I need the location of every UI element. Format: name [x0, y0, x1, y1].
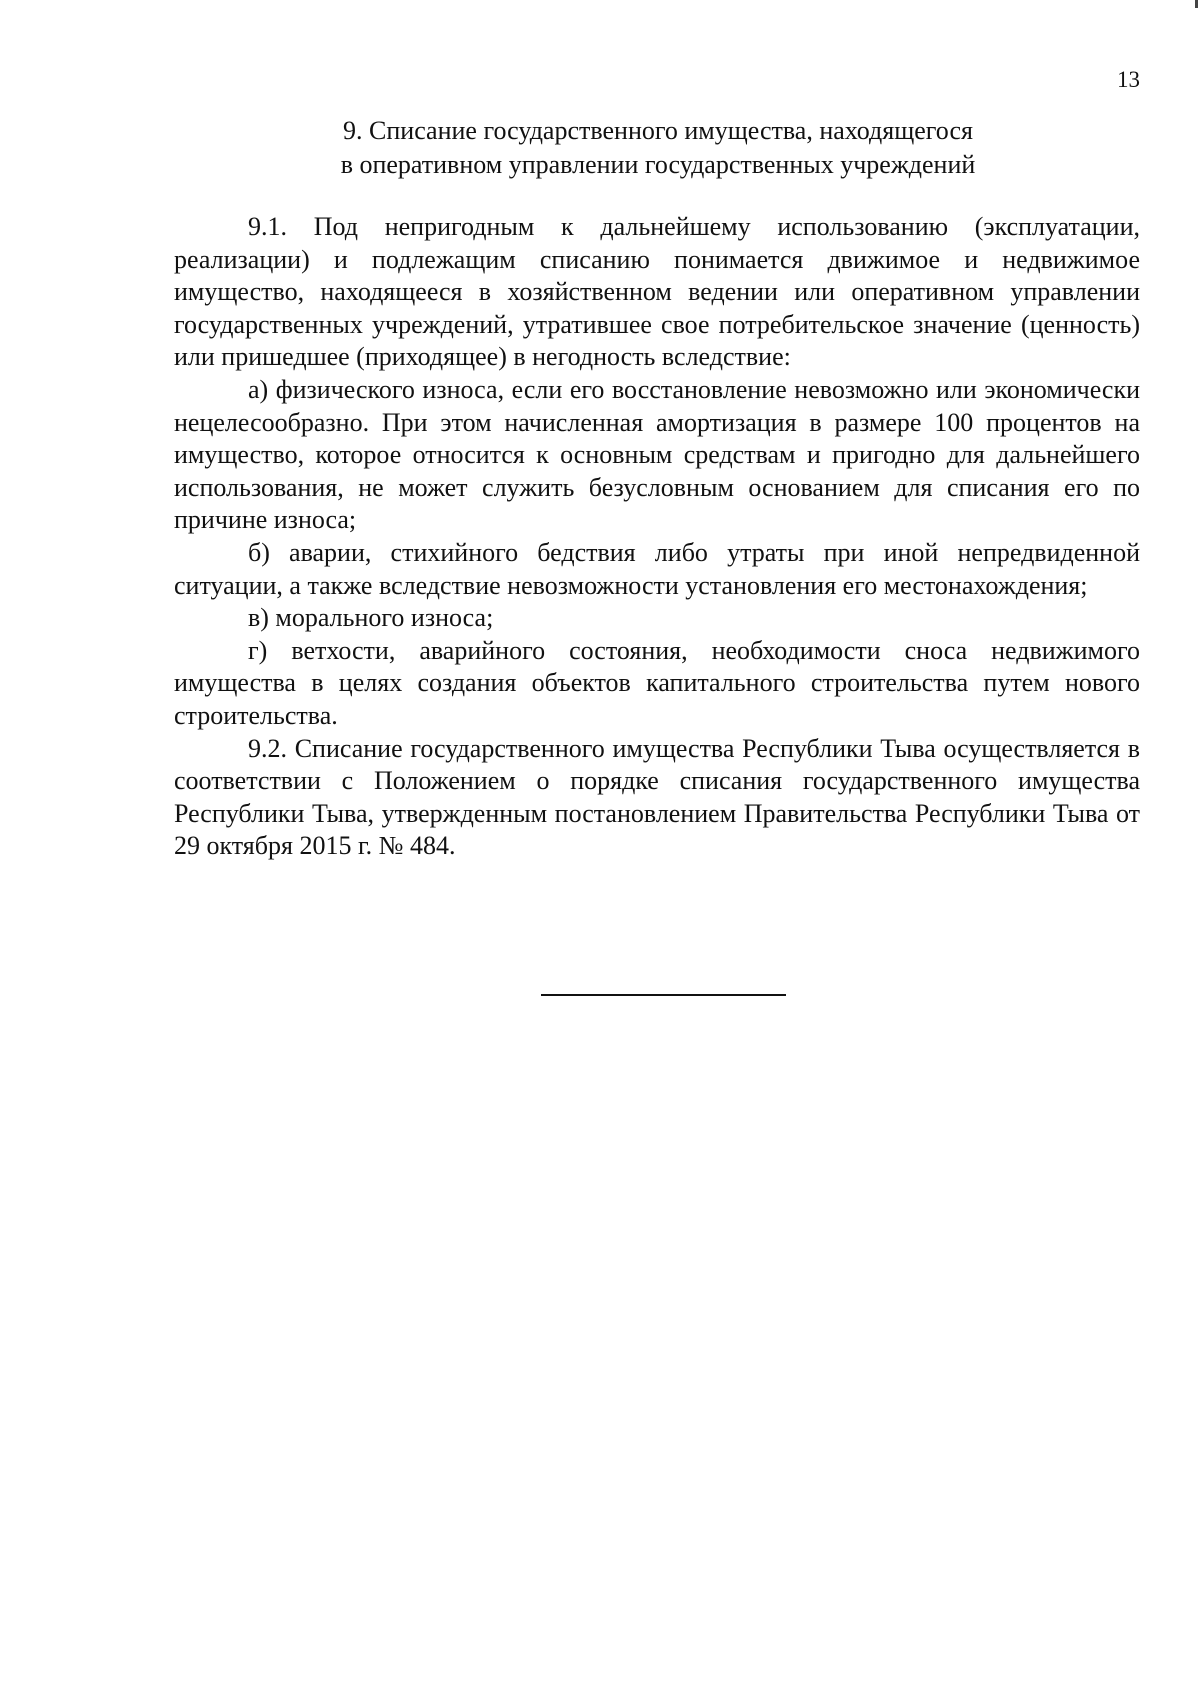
- paragraph-item-b: б) аварии, стихийного бедствия либо утраты при иной непредвиденной ситуации, а также вследствие невозможности установления его местонахождения;: [174, 537, 1140, 600]
- paragraph-item-a: а) физического износа, если его восстановление невозможно или экономически нецелесообразно. При этом начисленная амортизация в размере 100 процентов на имущество, которое относится к основным средствам и пригодно для дальнейшего использования, не может служить безусловным основанием для списания его по причине износа;: [174, 374, 1140, 535]
- section-title: [176, 114, 1140, 182]
- document-body: [174, 211, 1140, 863]
- page-number: 13: [1117, 67, 1140, 92]
- section-title-line-1: 9. Списание государственного имущества, находящегося: [343, 116, 973, 145]
- paragraph-item-g: г) ветхости, аварийного состояния, необходимости сноса недвижимого имущества в целях создания объектов капитального строительства путем нового строительства.: [174, 635, 1140, 730]
- end-of-text-rule: [541, 994, 786, 996]
- paragraph-9-1: 9.1. Под непригодным к дальнейшему использованию (эксплуатации, реализации) и подлежащим списанию понимается движимое и недвижимое имущество, находящееся в хозяйственном ведении или оперативном управлении государственных учреждений, утратившее свое потребительское значение (ценность) или пришедшее (приходящее) в негодность вследствие:: [174, 212, 1140, 372]
- section-title-line-2: в оперативном управлении государственных учреждений: [340, 150, 976, 179]
- scan-edge-mark: [1195, 0, 1198, 8]
- paragraph-item-v: в) морального износа;: [248, 603, 494, 633]
- paragraph-9-2: 9.2. Списание государственного имущества Республики Тыва осуществляется в соответствии с Положением о порядке списания государственного имущества Республики Тыва, утвержденным постановлением Правительства Республики Тыва от 29 октября 2015 г. № 484.: [174, 733, 1140, 861]
